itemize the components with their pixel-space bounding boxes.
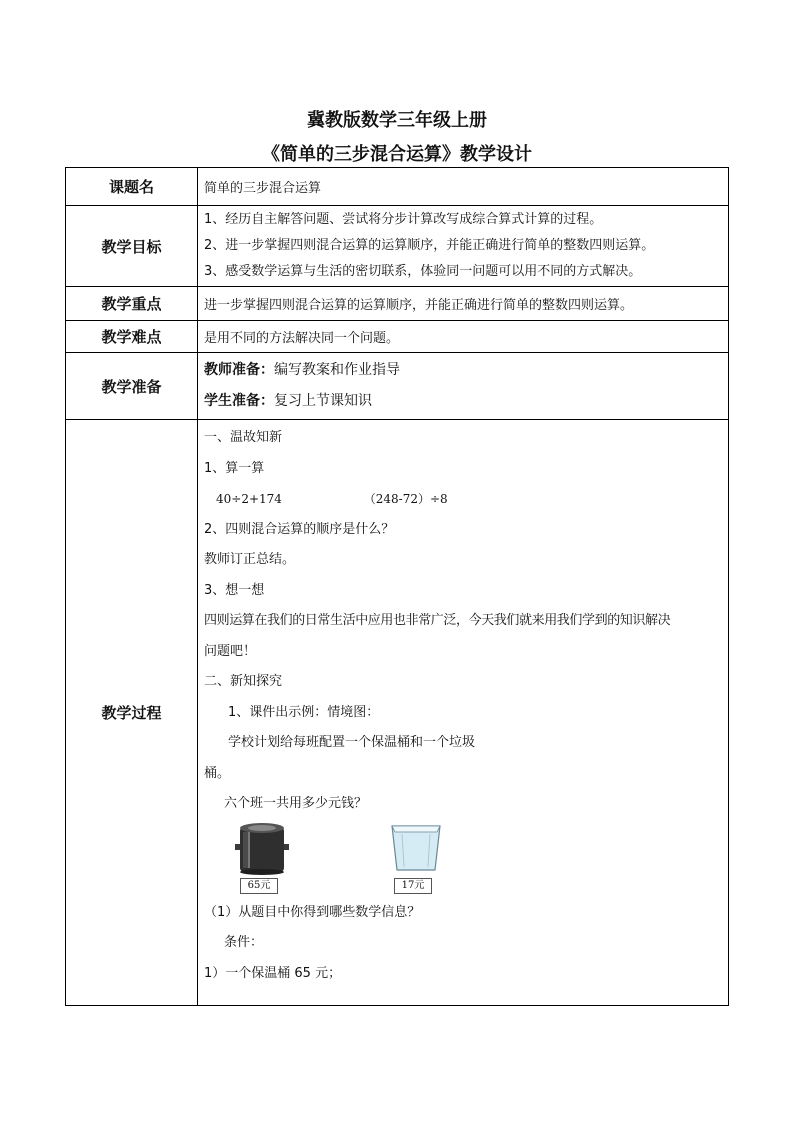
row-prep	[66, 353, 729, 420]
new-heading: 二、新知探究	[204, 674, 283, 689]
paragraph-line-2: 问题吧！	[204, 643, 257, 659]
insulated-bucket-icon	[234, 822, 290, 876]
trash-bin-icon	[388, 822, 444, 874]
prep-value	[198, 353, 729, 420]
teacher-prep-value: 编写教案和作业指导	[274, 362, 400, 378]
conditions-label: 条件：	[224, 935, 264, 950]
review-heading: 一、温故知新	[204, 430, 283, 445]
question-line: 六个班一共用多少元钱？	[224, 796, 368, 811]
expression-1: 40÷2+174	[216, 492, 282, 506]
teacher-note: 教师订正总结。	[204, 552, 296, 567]
process-label: 教学过程	[66, 420, 198, 1006]
row-goals	[66, 206, 729, 287]
price-tag-bucket: 65元	[240, 878, 278, 894]
price-tag-trash-bin: 17元	[394, 878, 432, 894]
paragraph-line-1: 四则运算在我们的日常生活中应用也非常广泛，今天我们就来用我们学到的知识解决	[204, 613, 671, 628]
difficulty-label: 教学难点	[66, 321, 198, 353]
key-label: 教学重点	[66, 287, 198, 321]
condition-1: 1）一个保温桶 65 元；	[204, 965, 342, 981]
student-prep-label: 学生准备：	[204, 393, 274, 409]
prep-label: 教学准备	[66, 353, 198, 420]
process-content	[198, 420, 729, 1006]
expressions	[204, 484, 728, 515]
topic-label: 课题名	[66, 168, 198, 206]
goals-list	[198, 206, 729, 287]
question-1: （1）从题目中你得到哪些数学信息？	[204, 904, 421, 920]
goals-label: 教学目标	[66, 206, 198, 287]
teacher-prep-label: 教师准备：	[204, 362, 274, 378]
example-line: 1、课件出示例：情境图：	[228, 704, 380, 720]
scenario-line-2: 桶。	[204, 765, 231, 781]
lesson-title: 《简单的三步混合运算》教学设计	[262, 144, 532, 165]
expression-2: （248-72）÷8	[363, 492, 448, 506]
document-title: 冀教版数学三年级上册	[307, 110, 487, 131]
goal-item: 1、经历自主解答问题、尝试将分步计算改写成综合算式计算的过程。	[204, 212, 603, 227]
scenario-line-1: 学校计划给每班配置一个保温桶和一个垃圾	[228, 735, 476, 750]
step-1: 1、算一算	[204, 460, 265, 476]
step-2: 2、四则混合运算的顺序是什么？	[204, 521, 395, 537]
goal-item: 3、感受数学运算与生活的密切联系，体验同一问题可以用不同的方式解决。	[204, 264, 642, 279]
row-key	[66, 287, 729, 321]
difficulty-value: 是用不同的方法解决同一个问题。	[198, 321, 729, 353]
student-prep-value: 复习上节课知识	[274, 393, 372, 409]
row-topic	[66, 168, 729, 206]
step-3: 3、想一想	[204, 582, 265, 598]
topic-value: 简单的三步混合运算	[198, 168, 729, 206]
key-value: 进一步掌握四则混合运算的运算顺序，并能正确进行简单的整数四则运算。	[198, 287, 729, 321]
lesson-plan-table	[65, 167, 729, 1006]
row-process	[66, 420, 729, 1006]
scenario-images	[204, 820, 728, 898]
row-difficulty	[66, 321, 729, 353]
goal-item: 2、进一步掌握四则混合运算的运算顺序，并能正确进行简单的整数四则运算。	[204, 238, 655, 253]
